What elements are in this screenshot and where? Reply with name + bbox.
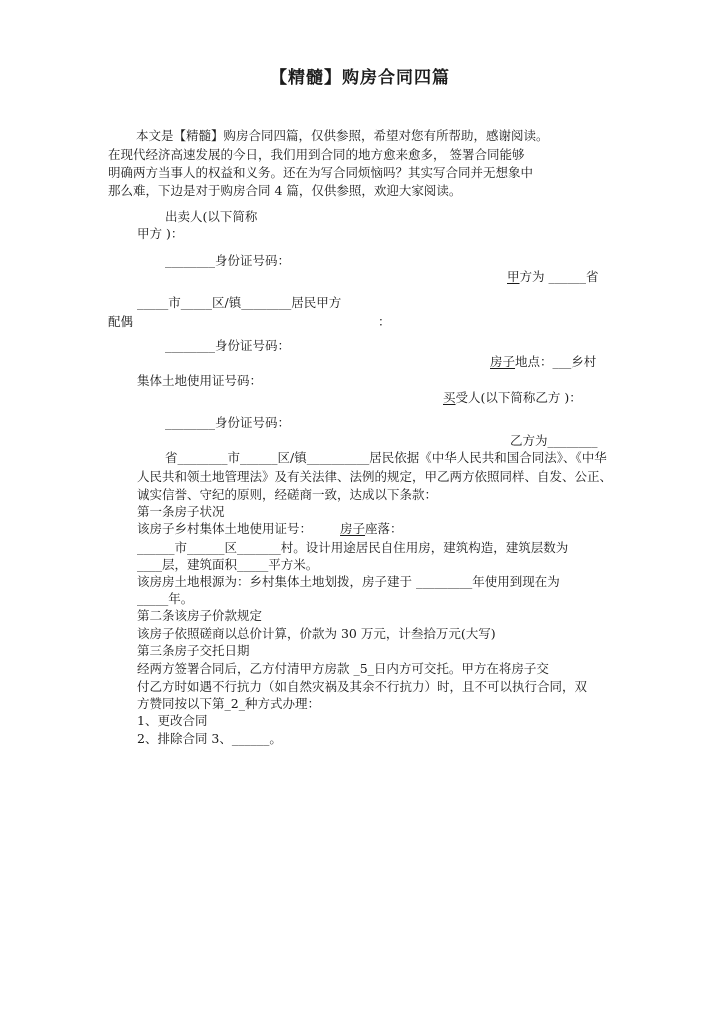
party-b-field: 乙方为________ — [510, 433, 598, 448]
seller-label: 出卖人(以下简称 — [165, 209, 258, 224]
article-1-line-1: ______市______区_______村。设计用途居民自住用房，建筑构造，建筑层数为 — [137, 540, 569, 555]
intro-line-3: 明确两方当事人的权益和义务。还在为写合同烦恼吗？其实写合同并无想象中 — [108, 165, 534, 180]
intro-line-4: 那么难，下边是对于购房合同 4 篇，仅供参照，欢迎大家阅读。 — [108, 183, 462, 198]
house-location — [490, 354, 596, 370]
article-2-heading: 第二条该房子价款规定 — [137, 608, 263, 623]
body-line-3: 诚实信誉、守纪的原则，经磋商一致，达成以下条款： — [137, 487, 438, 502]
buyer-id-field: ________身份证号码： — [165, 415, 291, 430]
article-3-option-1: 1、更改合同 — [137, 713, 208, 728]
house-rest: 地点：___乡村 — [515, 354, 597, 369]
intro-line-1: 本文是【精髓】购房合同四篇，仅供参照，希望对您有所帮助，感谢阅读。 — [136, 128, 549, 143]
article-3-line-3: 方赞同按以下第_2_种方式办理： — [137, 696, 320, 711]
article-3-line-1: 经两方签署合同后，乙方付清甲方房款 _5_日内方可交托。甲方在将房子交 — [137, 661, 549, 676]
spouse-id-field: ________身份证号码： — [165, 338, 291, 353]
article-1-house-label: 房子 — [340, 521, 366, 536]
seller-id-field: ________身份证号码： — [165, 253, 291, 268]
buyer-label — [443, 390, 582, 406]
article-1-line-3: 该房房土地根源为：乡村集体土地划拨，房子建于 _________年使用到现在为 — [137, 574, 560, 589]
buyer-prefix: 买 — [443, 390, 456, 405]
house-prefix: 房子 — [490, 354, 516, 369]
body-line-1: 省________市______区/镇__________居民依据《中华人民共和国合同法》、《中华 — [165, 450, 607, 465]
spouse-label: 配偶 — [108, 314, 134, 329]
land-cert-label: 集体土地使用证号码： — [137, 373, 263, 388]
article-1-heading: 第一条房子状况 — [137, 504, 225, 519]
intro-line-2: 在现代经济高速发展的今日，我们用到合同的地方愈来愈多， 签署合同能够 — [108, 147, 525, 162]
spouse-colon: ： — [378, 314, 391, 329]
seller-party-a: 甲方 )： — [137, 226, 184, 241]
document-title: 【精髓】购房合同四篇 — [270, 68, 450, 88]
article-3-line-2: 付乙方时如遇不行抗力（如自然灾祸及其余不行抗力）时，且不可以执行合同，双 — [137, 679, 588, 694]
article-1-line-4: _____年。 — [137, 591, 194, 606]
buyer-rest: 受人(以下简称乙方 )： — [455, 390, 582, 405]
party-a-rest: 方为 ______省 — [519, 269, 599, 284]
article-1-line-2: ____层，建筑面积_____平方米。 — [137, 557, 319, 572]
party-a-prefix: 甲 — [507, 269, 520, 284]
article-2-line-1: 该房子依照磋商以总价计算，价款为 30 万元，计叁拾万元(大写) — [137, 626, 496, 641]
article-1-cert-label: 该房子乡村集体土地使用证号： — [137, 521, 313, 536]
party-a-province — [507, 269, 599, 285]
body-line-2: 人民共和领土地管理法》及有关法律、法例的规定，甲乙两方依照同样、自发、公正、 — [137, 469, 613, 484]
article-1-location: 座落： — [365, 521, 403, 536]
party-a-address: _____市_____区/镇________居民甲方 — [137, 295, 342, 310]
article-3-heading: 第三条房子交托日期 — [137, 643, 250, 658]
article-3-option-2: 2、排除合同 3、______。 — [137, 731, 282, 746]
article-1-cert — [137, 521, 403, 537]
